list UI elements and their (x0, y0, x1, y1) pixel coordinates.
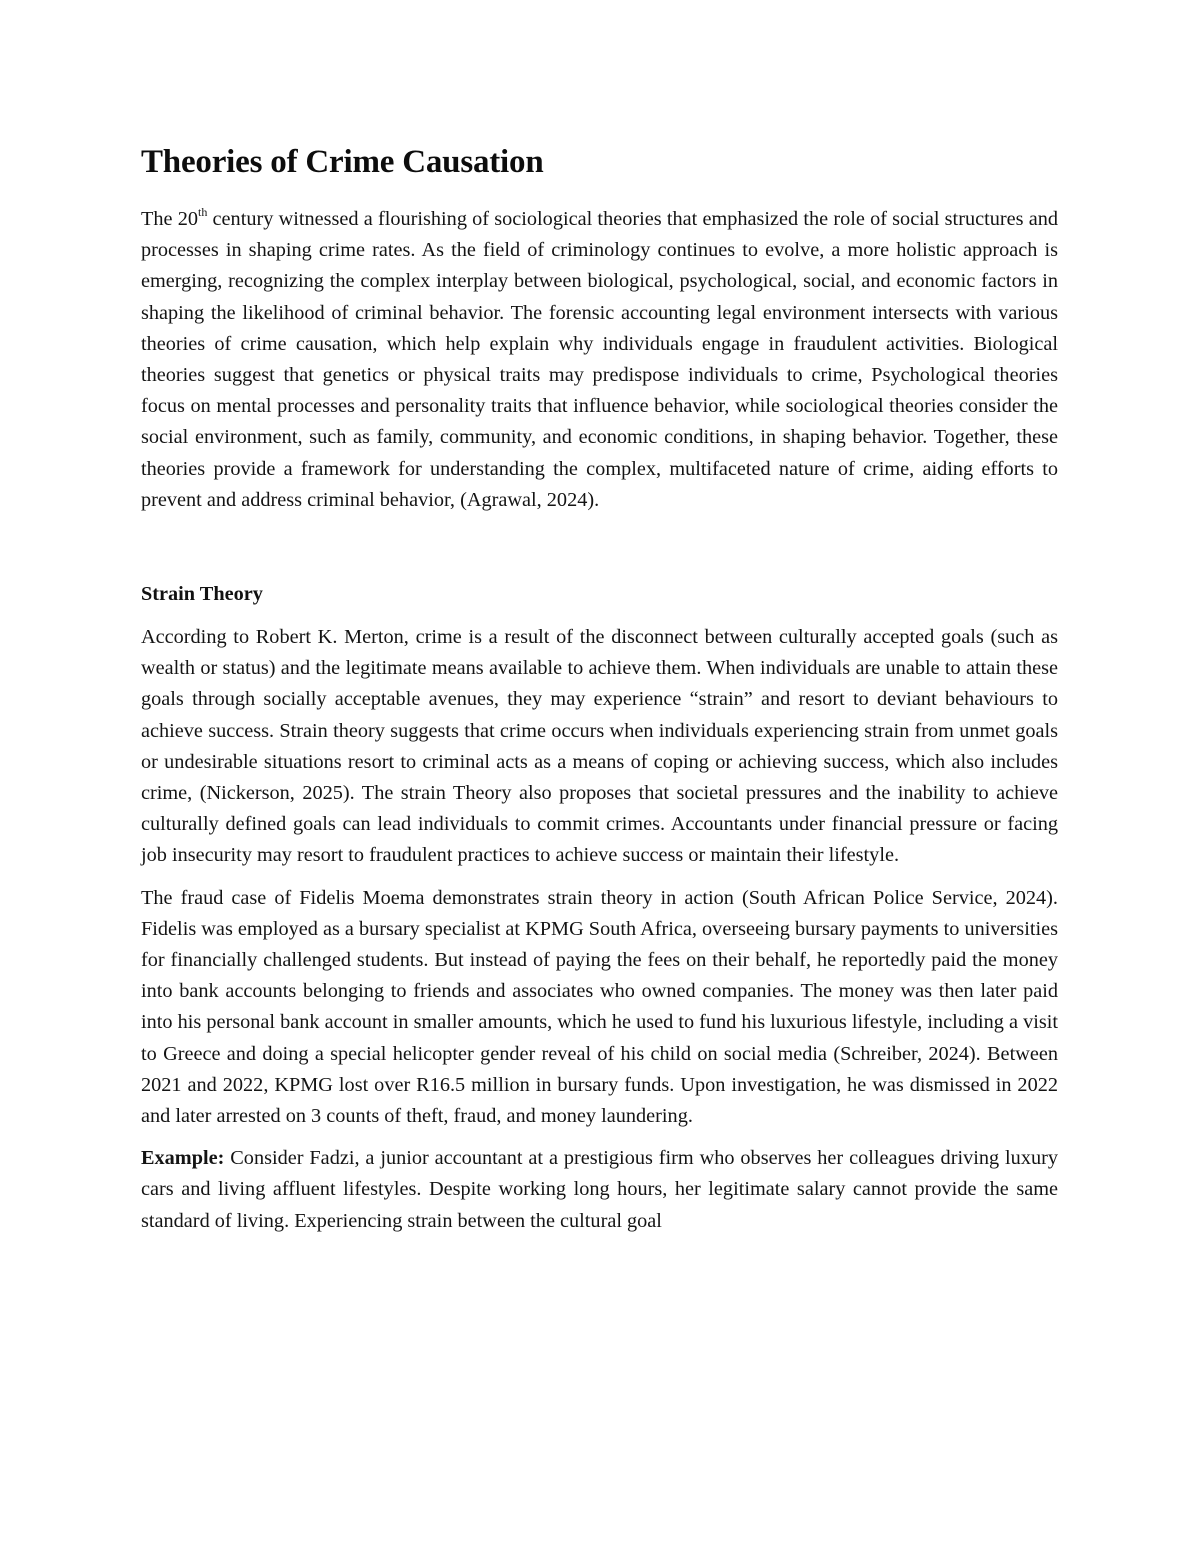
intro-text-start: The 20 (141, 208, 199, 230)
document-page (141, 140, 1058, 1237)
ordinal-superscript: th (198, 205, 208, 220)
document-title: Theories of Crime Causation (141, 144, 544, 180)
intro-paragraph (141, 204, 1058, 516)
example-paragraph (141, 1143, 1058, 1237)
section-spacer (141, 516, 1058, 579)
strain-theory-paragraph-1: According to Robert K. Merton, crime is a result of the disconnect between culturally accepted goals (such as wealth or status) and the legitimate means available to achieve them. When individuals are unable to attain these goals through socially acceptable avenues, they may experience “strain” and resort to deviant behaviours to achieve success. Strain theory suggests that crime occurs when individuals experiencing strain from unmet goals or undesirable situations resort to criminal acts as a means of coping or achieving success, which also includes crime, (Nickerson, 2025). The strain Theory also proposes that societal pressures and the inability to achieve culturally defined goals can lead individuals to commit crimes. Accountants under financial pressure or facing job insecurity may resort to fraudulent practices to achieve success or maintain their lifestyle. (141, 626, 1058, 867)
example-label: Example: (141, 1147, 225, 1170)
intro-text-rest: century witnessed a flourishing of sociological theories that emphasized the role of social structures and processes in shaping crime rates. As the field of criminology continues to evolve, a more holistic approach is emerging, recognizing the complex interplay between biological, psychological, social, and economic factors in shaping the likelihood of criminal behavior. The forensic accounting legal environment intersects with various theories of crime causation, which help explain why individuals engage in fraudulent activities. Biological theories suggest that genetics or physical traits may predispose individuals to crime, Psychological theories focus on mental processes and personality traits that influence behavior, while sociological theories consider the social environment, such as family, community, and economic conditions, in shaping behavior. Together, these theories provide a framework for understanding the complex, multifaceted nature of crime, aiding efforts to prevent and address criminal behavior, (Agrawal, 2024). (141, 208, 1058, 511)
strain-theory-paragraph-2: The fraud case of Fidelis Moema demonstrates strain theory in action (South African Police Service, 2024). Fidelis was employed as a bursary specialist at KPMG South Africa, overseeing bursary payments to universities for financially challenged students. But instead of paying the fees on their behalf, he reportedly paid the money into bank accounts belonging to friends and associates who owned companies. The money was then later paid into his personal bank account in smaller amounts, which he used to fund his luxurious lifestyle, including a visit to Greece and doing a special helicopter gender reveal of his child on social media (Schreiber, 2024). Between 2021 and 2022, KPMG lost over R16.5 million in bursary funds. Upon investigation, he was dismissed in 2022 and later arrested on 3 counts of theft, fraud, and money laundering. (141, 886, 1059, 1128)
paragraph-spacer (141, 872, 1058, 883)
example-text: Consider Fadzi, a junior accountant at a prestigious firm who observes her colleagues driving luxury cars and living affluent lifestyles. Despite working long hours, her legitimate salary cannot provide the same standard of living. Experiencing strain between the cultural goal (141, 1147, 1058, 1232)
section-heading-strain-theory: Strain Theory (141, 583, 263, 606)
paragraph-spacer (141, 1132, 1058, 1143)
